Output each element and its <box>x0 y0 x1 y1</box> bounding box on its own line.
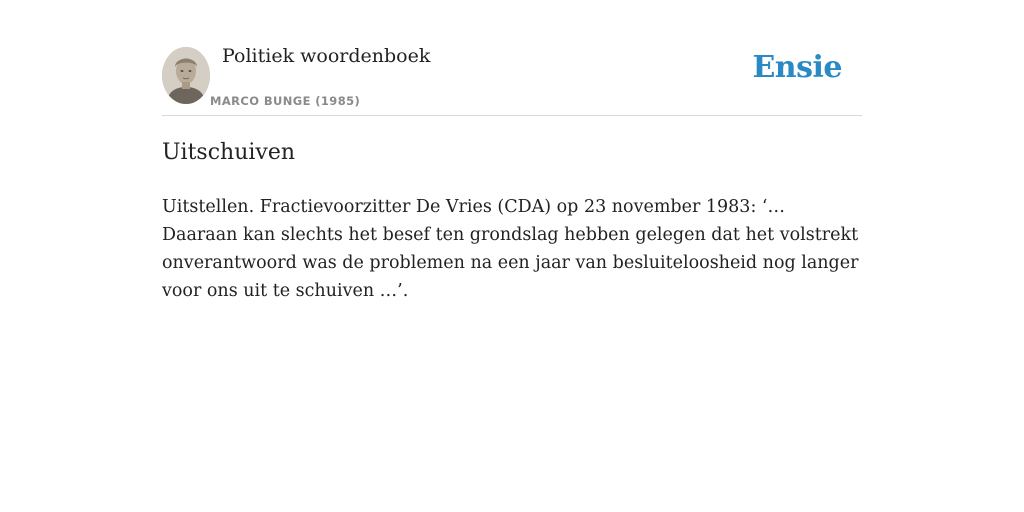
author-portrait-icon <box>162 47 210 104</box>
entry-title: Uitschuiven <box>162 140 296 165</box>
entry-body: Uitstellen. Fractievoorzitter De Vries (CDA) op 23 november 1983: ‘… Daaraan kan slechts het besef ten grondslag hebben gelegen dat het volstrekt onverantwoord was de problemen na een jaar van besluiteloosheid nog langer voor ons uit te schuiven …’. <box>162 197 859 301</box>
author-name[interactable]: MARCO BUNGE (1985) <box>210 94 361 108</box>
author-avatar[interactable] <box>162 47 210 104</box>
book-title[interactable]: Politiek woordenboek <box>222 45 431 67</box>
ensie-logo[interactable]: Ensie <box>752 50 842 85</box>
entry-header <box>162 0 862 116</box>
entry-card <box>162 0 862 512</box>
